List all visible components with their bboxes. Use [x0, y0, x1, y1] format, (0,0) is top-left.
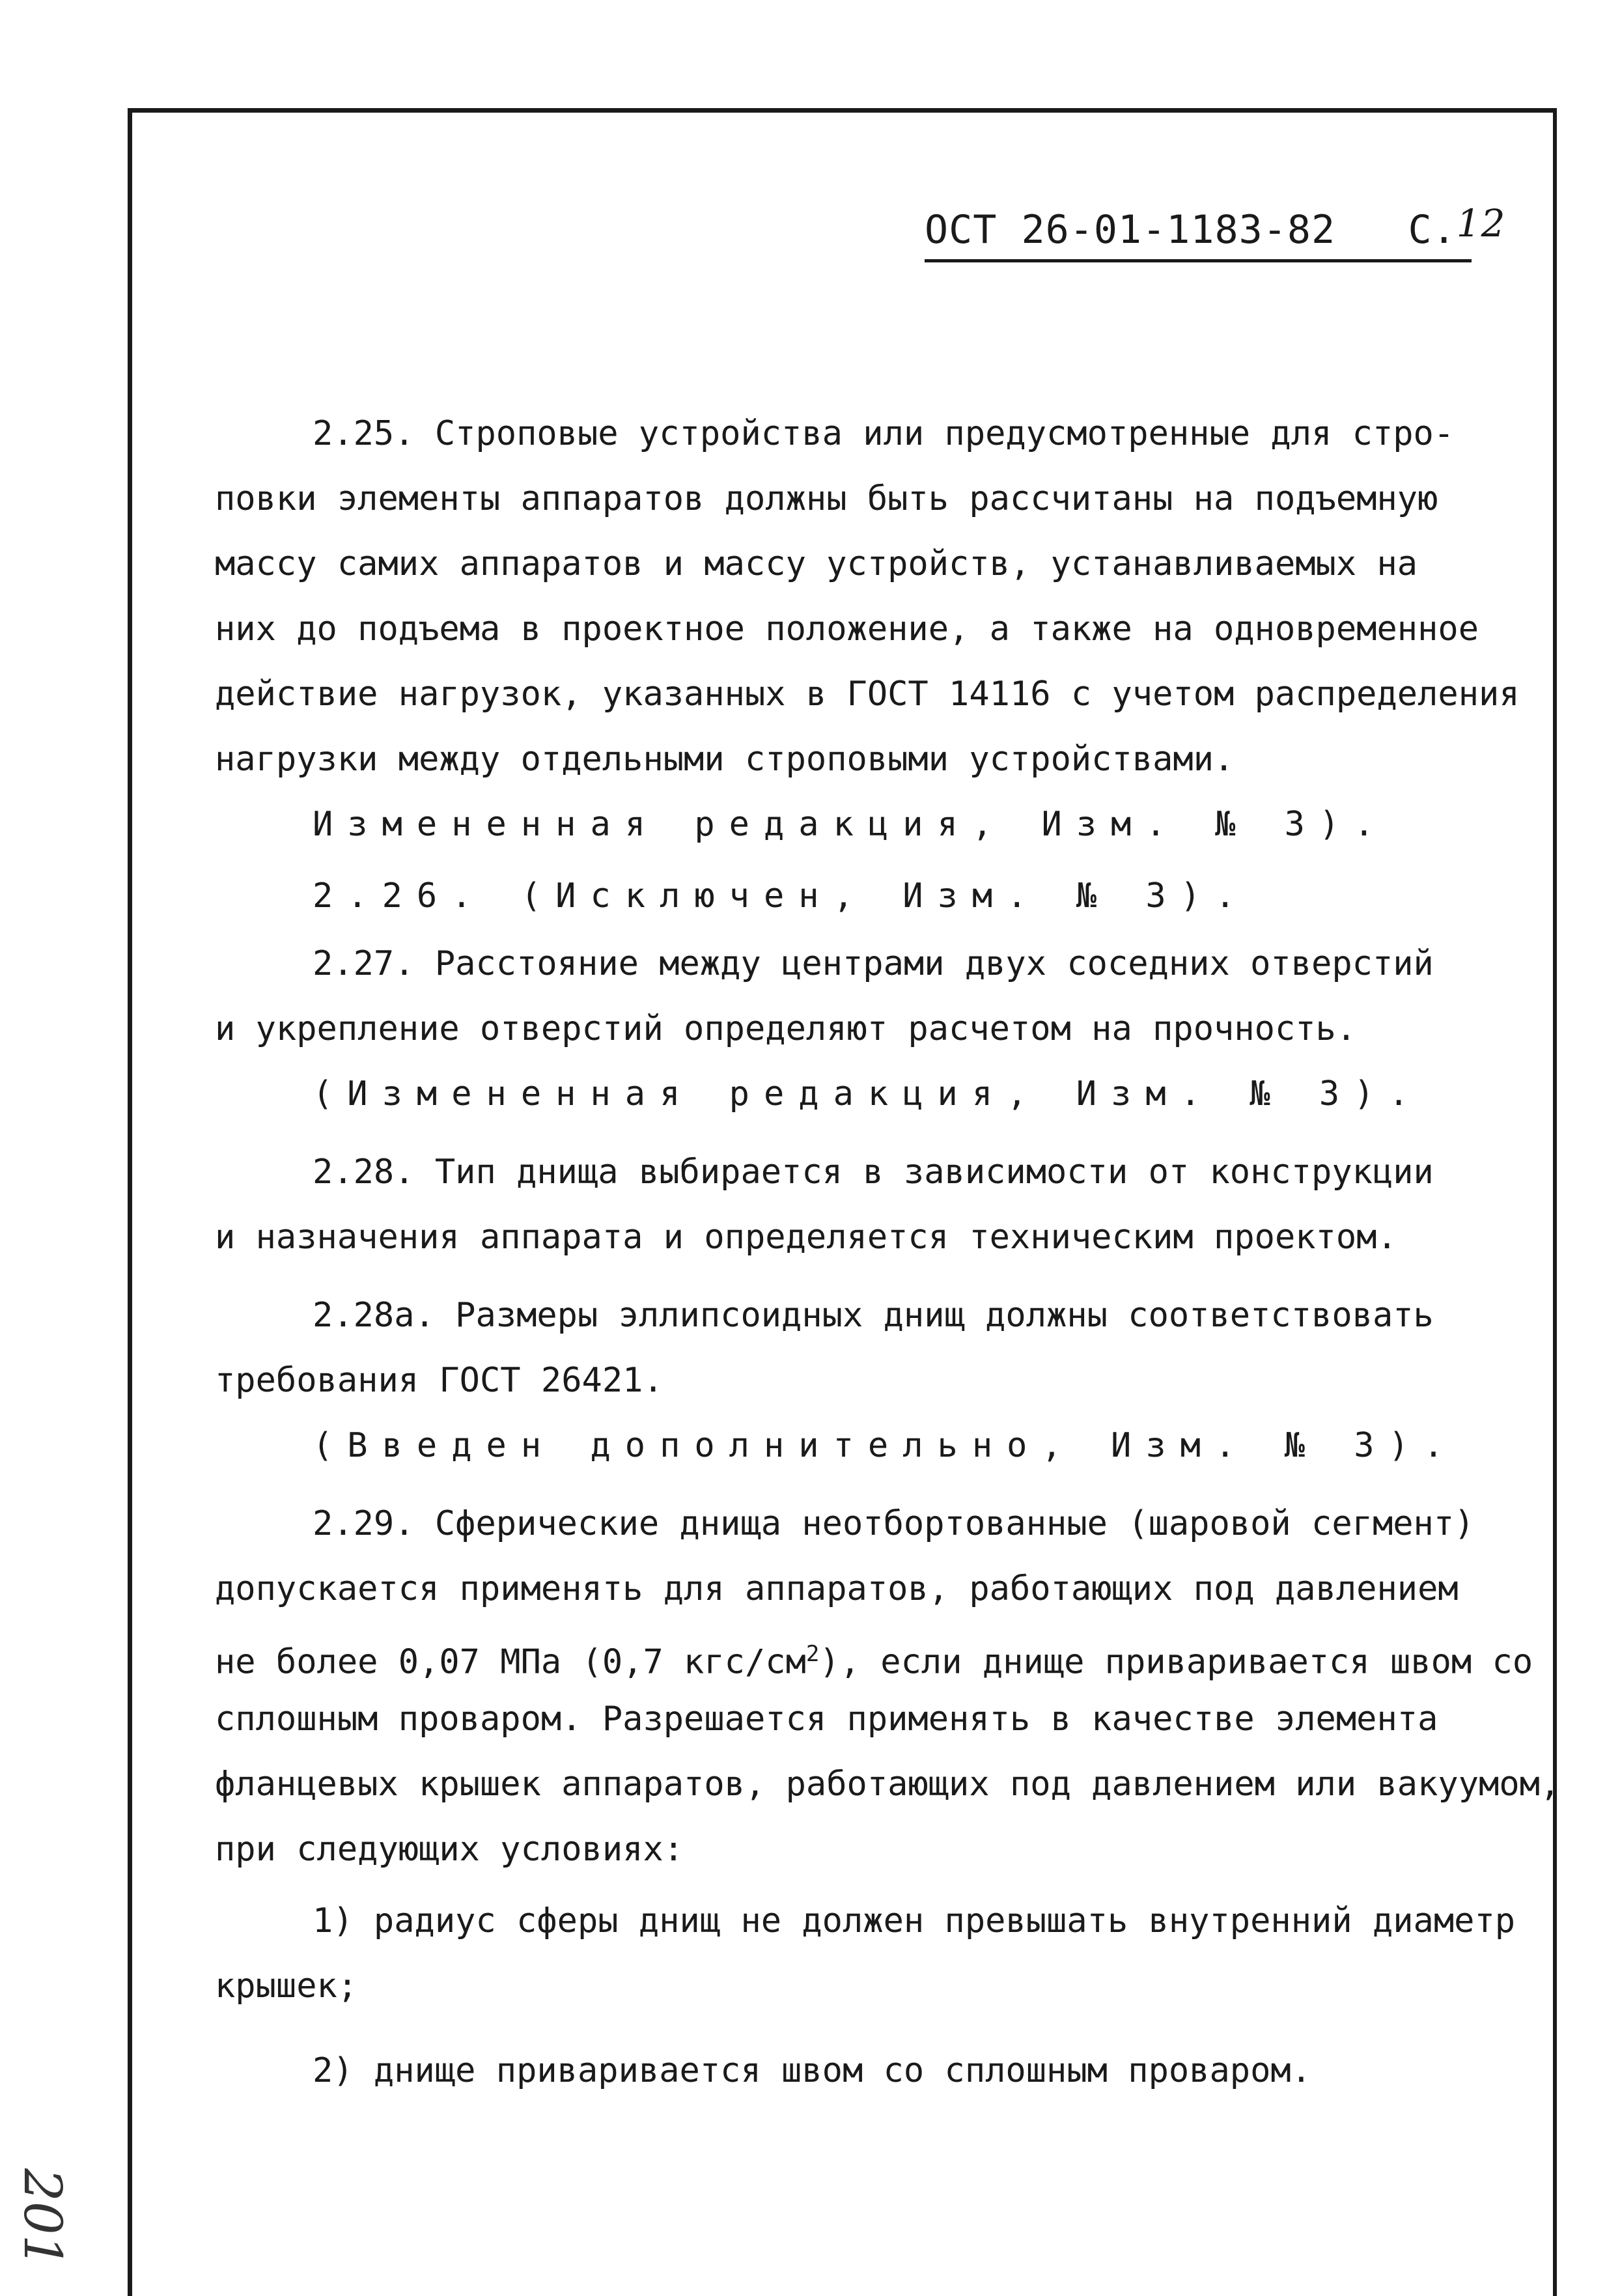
paragraph-2-25-line-5: действие нагрузок, указанных в ГОСТ 14116 с учетом распределения	[215, 675, 1520, 714]
paragraph-2-25-line-2: повки элементы аппаратов должны быть рассчитаны на подъемную	[215, 479, 1438, 518]
paragraph-2-29-line-4: сплошным проваром. Разрешается применять в качестве элемента	[215, 1700, 1438, 1739]
header-underline	[925, 259, 1472, 262]
paragraph-2-29-line-6: при следующих условиях:	[215, 1830, 684, 1869]
paragraph-2-27-line-2: и укрепление отверстий определяют расчетом на прочность.	[215, 1009, 1357, 1048]
paragraph-2-25-line-4: них до подъема в проектное положение, а также на одновременное	[215, 609, 1479, 649]
paragraph-2-28a-line-2: требования ГОСТ 26421.	[215, 1361, 663, 1400]
page-label: С.	[1408, 207, 1457, 253]
paragraph-2-28-line-1: 2.28. Тип днища выбирается в зависимости от конструкции	[313, 1153, 1434, 1192]
paragraph-2-26: 2.26. (Исключен, Изм. № 3).	[313, 876, 1250, 916]
paragraph-2-27-amendment-note: (Измененная редакция, Изм. № 3).	[313, 1074, 1423, 1113]
page-number: 12	[1456, 201, 1506, 245]
document-code: ОСТ 26-01-1183-82	[925, 207, 1336, 253]
margin-handwritten-mark: 201	[12, 2168, 73, 2268]
paragraph-2-25-line-3: массу самих аппаратов и массу устройств, устанавливаемых на	[215, 544, 1418, 583]
paragraph-2-29-line-2: допускается применять для аппаратов, работающих под давлением	[215, 1569, 1459, 1608]
paragraph-2-28a-amendment-note: (Введен дополнительно, Изм. № 3).	[313, 1426, 1459, 1465]
paragraph-2-29-line-3	[215, 1634, 1533, 1681]
condition-item-1-line-1: 1) радиус сферы днищ не должен превышать внутренний диаметр	[313, 1901, 1516, 1940]
paragraph-2-25-line-1: 2.25. Строповые устройства или предусмотренные для стро-	[313, 414, 1455, 453]
pressure-text-continued: ), если днище приваривается швом со	[819, 1642, 1533, 1682]
condition-item-1-line-2: крышек;	[215, 1967, 358, 2006]
paragraph-2-27-line-1: 2.27. Расстояние между центрами двух соседних отверстий	[313, 944, 1434, 983]
paragraph-2-28a-line-1: 2.28а. Размеры эллипсоидных днищ должны соответствовать	[313, 1296, 1434, 1335]
condition-item-2: 2) днище приваривается швом со сплошным проваром.	[313, 2051, 1312, 2090]
pressure-text: не более 0,07 МПа (0,7 кгс/см	[215, 1642, 806, 1682]
paragraph-2-29-line-5: фланцевых крышек аппаратов, работающих под давлением или вакуумом,	[215, 1765, 1561, 1804]
unit-exponent: 2	[805, 1641, 820, 1667]
page-header	[925, 201, 1506, 253]
paragraph-2-25-amendment-note: Измененная редакция, Изм. № 3).	[313, 805, 1389, 844]
paragraph-2-29-line-1: 2.29. Сферические днища неотбортованные (шаровой сегмент)	[313, 1504, 1475, 1543]
paragraph-2-28-line-2: и назначения аппарата и определяется техническим проектом.	[215, 1218, 1397, 1257]
paragraph-2-25-line-6: нагрузки между отдельными строповыми устройствами.	[215, 740, 1235, 779]
